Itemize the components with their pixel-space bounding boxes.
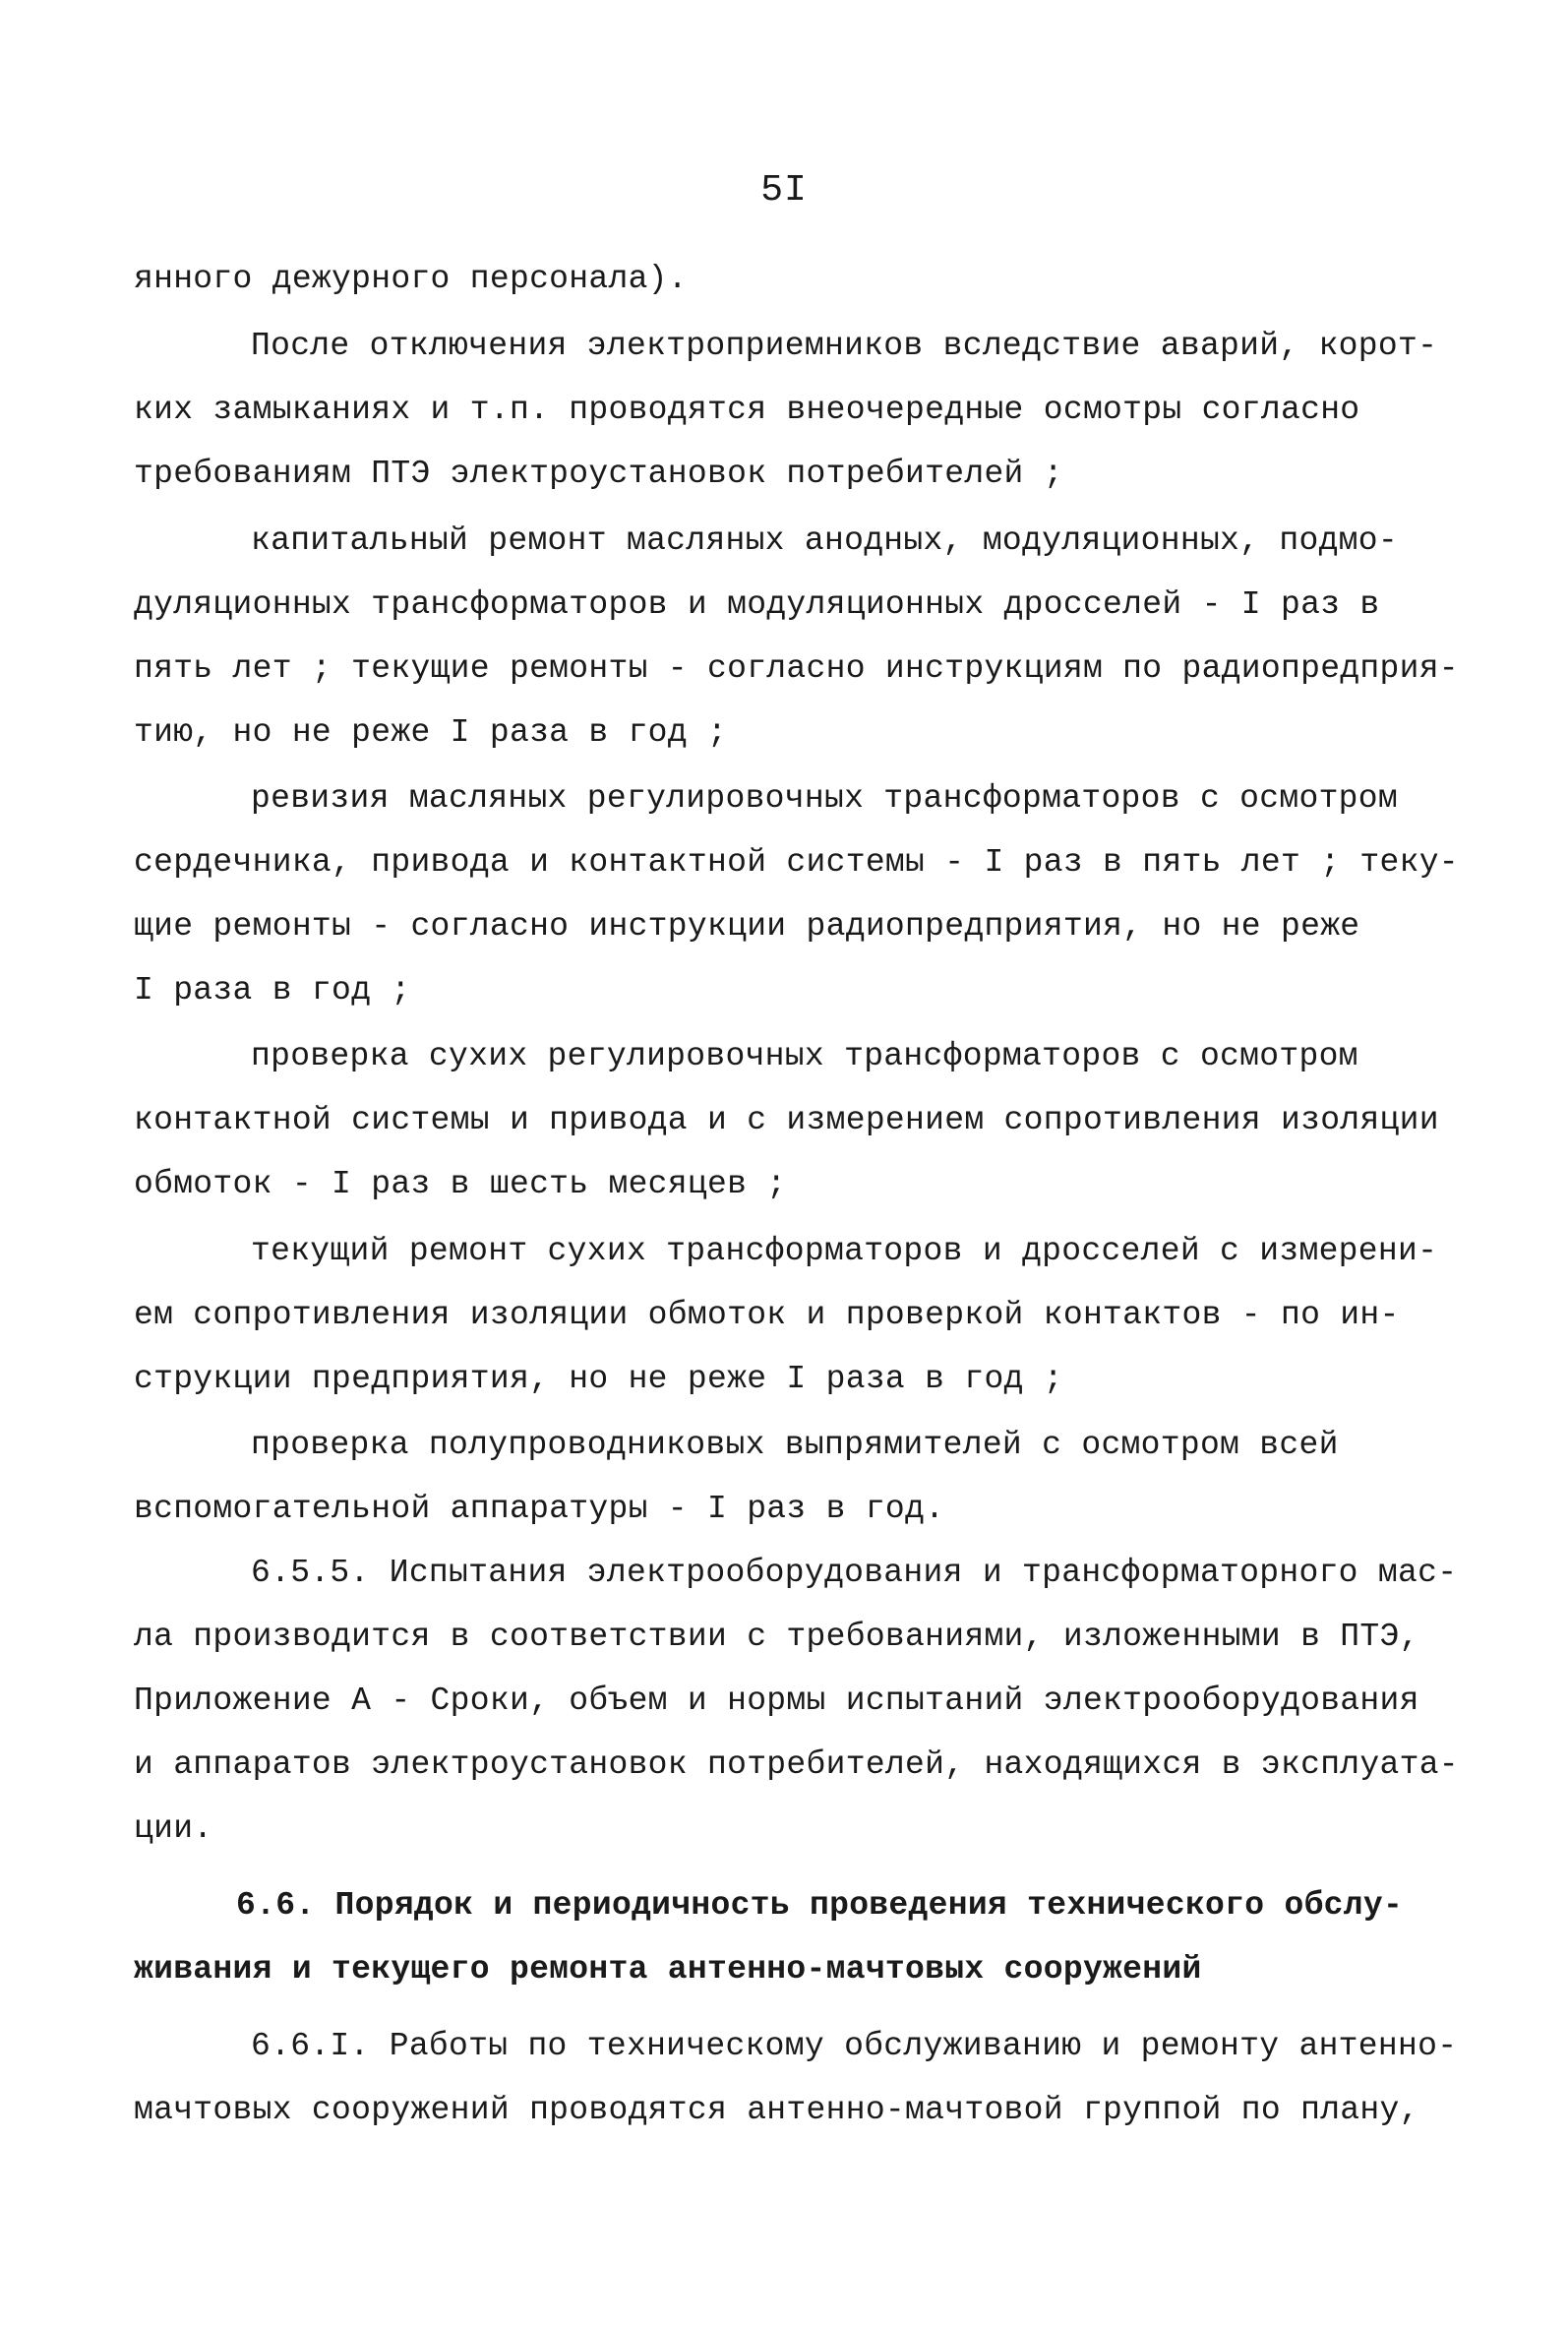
text-line: мачтовых сооружений проводятся антенно-мачтовой группой по плану, <box>134 2092 1419 2128</box>
text-line: 6.5.5. Испытания электрооборудования и трансформаторного мас- <box>251 1555 1458 1591</box>
text-line: струкции предприятия, но не реже I раза в год ; <box>134 1361 1063 1397</box>
text-line: сердечника, привода и контактной системы - I раз в пять лет ; теку- <box>134 844 1459 881</box>
text-line: пять лет ; текущие ремонты - согласно инструкциям по радиопредприя- <box>134 650 1459 687</box>
text-line: вспомогательной аппаратуры - I раз в год. <box>134 1491 945 1527</box>
text-line: проверка полупроводниковых выпрямителей с осмотром всей <box>251 1427 1339 1463</box>
text-line: капитальный ремонт масляных анодных, модуляционных, подмо- <box>251 522 1398 559</box>
text-line: ции. <box>134 1810 213 1847</box>
text-line: ем сопротивления изоляции обмоток и проверкой контактов - по ин- <box>134 1297 1400 1333</box>
text-line: щие ремонты - согласно инструкции радиопредприятия, но не реже <box>134 908 1360 945</box>
text-line: 6.6.I. Работы по техническому обслуживанию и ремонту антенно- <box>251 2028 1458 2064</box>
text-line: Приложение А - Сроки, объем и нормы испытаний электрооборудования <box>134 1683 1419 1719</box>
text-line: контактной системы и привода и с измерением сопротивления изоляции <box>134 1102 1439 1138</box>
text-line: I раза в год ; <box>134 972 411 1009</box>
text-line: ких замыканиях и т.п. проводятся внеочередные осмотры согласно <box>134 392 1360 428</box>
text-line: тию, но не реже I раза в год ; <box>134 714 728 751</box>
text-line: требованиям ПТЭ электроустановок потребителей ; <box>134 456 1063 492</box>
text-line: обмоток - I раз в шесть месяцев ; <box>134 1166 787 1202</box>
text-line: и аппаратов электроустановок потребителей, находящихся в эксплуата- <box>134 1746 1459 1783</box>
page-number: 5I <box>760 169 808 212</box>
text-line: проверка сухих регулировочных трансформаторов с осмотром <box>251 1038 1358 1074</box>
text-line: После отключения электроприемников вследствие аварий, корот- <box>251 328 1438 364</box>
text-line: дуляционных трансформаторов и модуляционных дросселей - I раз в <box>134 586 1380 623</box>
text-line: янного дежурного персонала). <box>134 261 688 297</box>
section-heading: 6.6. Порядок и периодичность проведения технического обслу- <box>236 1887 1404 1924</box>
text-line: ревизия масляных регулировочных трансформаторов с осмотром <box>251 780 1398 817</box>
section-heading: живания и текущего ремонта антенно-мачтовых сооружений <box>134 1951 1202 1988</box>
text-line: ла производится в соответствии с требованиями, изложенными в ПТЭ, <box>134 1619 1419 1655</box>
text-line: текущий ремонт сухих трансформаторов и дросселей с измерени- <box>251 1233 1438 1269</box>
